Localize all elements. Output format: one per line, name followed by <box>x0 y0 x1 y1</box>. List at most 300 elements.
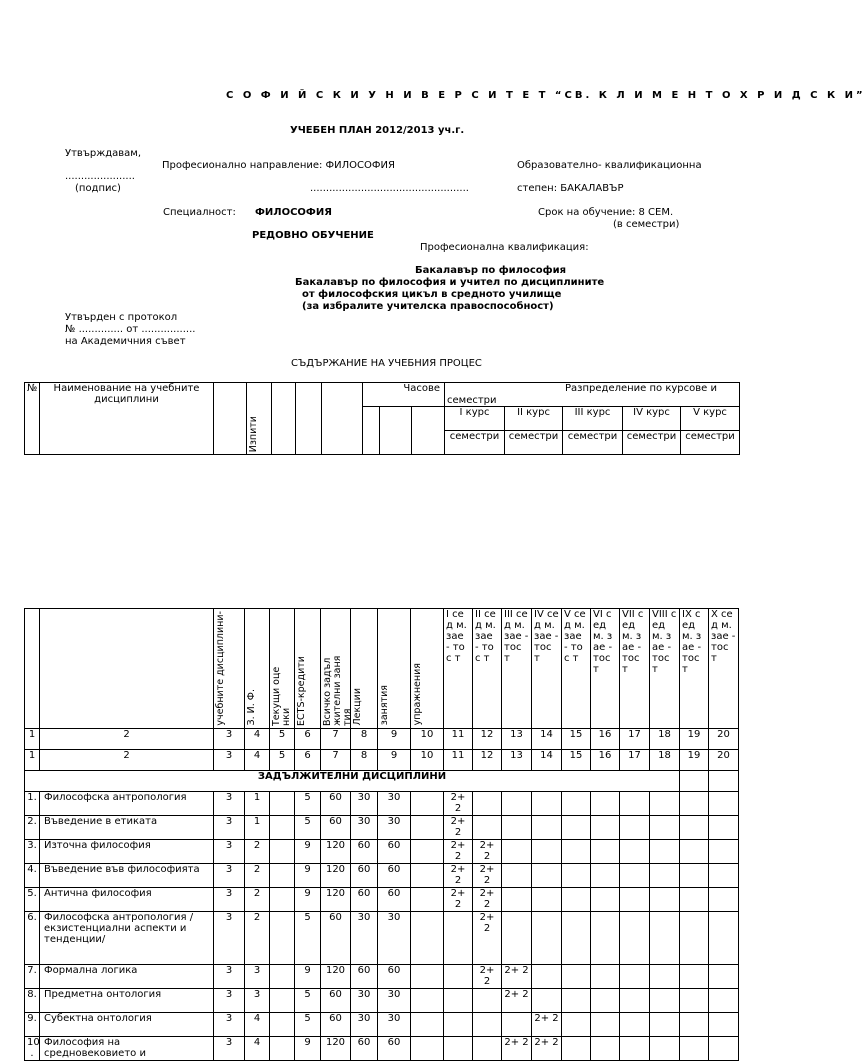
sem-10 <box>709 1012 739 1036</box>
sem-1 <box>444 964 473 988</box>
col-5 <box>270 1012 295 1036</box>
index-row <box>25 749 739 770</box>
col-4: 1 <box>245 791 270 815</box>
sem-4 <box>532 839 562 863</box>
sem-9 <box>680 964 709 988</box>
col-7: 60 <box>321 1012 351 1036</box>
col-10 <box>411 1036 444 1060</box>
table-row <box>25 988 739 1012</box>
sem-5 <box>562 815 591 839</box>
index-cell: 10 <box>411 728 444 749</box>
col-8: 30 <box>351 1012 378 1036</box>
sem-10 <box>709 988 739 1012</box>
sem-2 <box>473 791 502 815</box>
sem-6 <box>591 863 620 887</box>
sem-8 <box>650 839 680 863</box>
index-cell: 3 <box>214 749 245 770</box>
col-9: 60 <box>378 887 411 911</box>
col-4: 2 <box>245 911 270 964</box>
discipline-name: Философска антропология <box>40 791 214 815</box>
col-distribution-line2: семестри <box>447 395 497 406</box>
sem-3 <box>502 887 532 911</box>
col-7: 60 <box>321 988 351 1012</box>
col-5 <box>270 911 295 964</box>
index-cell: 4 <box>245 728 270 749</box>
sem-5 <box>562 911 591 964</box>
col-6: 9 <box>295 839 321 863</box>
degree: степен: БАКАЛАВЪР <box>517 183 624 194</box>
col-7: 120 <box>321 839 351 863</box>
sem-1 <box>444 1036 473 1060</box>
study-duration-note: (в семестри) <box>613 219 680 230</box>
course-1: I курс <box>445 407 505 431</box>
sem-2: 2+ 2 <box>473 887 502 911</box>
sem-3 <box>502 863 532 887</box>
index-cell: 14 <box>532 728 562 749</box>
table-row <box>25 911 739 964</box>
row-number: 8. <box>25 988 40 1012</box>
h-lectures: Лекции <box>352 688 363 726</box>
col-10 <box>411 791 444 815</box>
sem-9 <box>680 1036 709 1060</box>
index-cell: 11 <box>444 749 473 770</box>
h-seminars: занятия <box>379 685 390 726</box>
sem-9 <box>680 1012 709 1036</box>
sem-5 <box>562 964 591 988</box>
sem-7 <box>620 1012 650 1036</box>
col-7: 120 <box>321 863 351 887</box>
discipline-name: Източна философия <box>40 839 214 863</box>
sem-3 <box>502 815 532 839</box>
col-9: 60 <box>378 863 411 887</box>
study-duration: Срок на обучение: 8 СЕМ. <box>538 207 674 218</box>
sem-8 <box>650 791 680 815</box>
h-sem-1: I сед м. зае - тос т <box>444 609 473 729</box>
index-row <box>25 728 739 749</box>
discipline-name: Философия на средновековието и <box>40 1036 214 1060</box>
sem-7 <box>620 863 650 887</box>
index-cell: 19 <box>680 728 709 749</box>
col-5 <box>270 863 295 887</box>
sem-2 <box>473 815 502 839</box>
col-4: 3 <box>245 988 270 1012</box>
sem-1: 2+ 2 <box>444 791 473 815</box>
index-cell: 7 <box>321 749 351 770</box>
sem-8 <box>650 887 680 911</box>
col-8: 30 <box>351 791 378 815</box>
h-current-grades: Текущи оценки <box>271 666 292 726</box>
index-cell: 1 <box>25 749 40 770</box>
sem-3 <box>502 839 532 863</box>
sem-3 <box>502 791 532 815</box>
sem-2 <box>473 988 502 1012</box>
col-4: 1 <box>245 815 270 839</box>
sem-10 <box>709 791 739 815</box>
h-sem-6: VI сед м. зае - тос т <box>591 609 620 729</box>
col-3: 3 <box>214 839 245 863</box>
semester-2: семестри <box>505 431 563 455</box>
table-row <box>25 964 739 988</box>
sem-4 <box>532 988 562 1012</box>
table-row <box>25 1036 739 1060</box>
table-row <box>25 1012 739 1036</box>
approve-dots: ...................... <box>65 171 135 182</box>
col-7: 120 <box>321 887 351 911</box>
semester-4: семестри <box>623 431 681 455</box>
index-cell: 4 <box>245 749 270 770</box>
col-4: 2 <box>245 839 270 863</box>
discipline-name: Субектна онтология <box>40 1012 214 1036</box>
sem-1 <box>444 988 473 1012</box>
col-10 <box>411 863 444 887</box>
sem-6 <box>591 887 620 911</box>
course-3: III курс <box>563 407 623 431</box>
sem-6 <box>591 1012 620 1036</box>
sem-5 <box>562 988 591 1012</box>
col-8: 60 <box>351 964 378 988</box>
col-8: 30 <box>351 815 378 839</box>
h-disciplines: учебните дисциплини- <box>215 611 226 726</box>
protocol-line-2: № .............. от ................. <box>65 324 196 335</box>
row-number: 4. <box>25 863 40 887</box>
h-sem-3: III сед м. зае - тос т <box>502 609 532 729</box>
index-cell: 17 <box>620 728 650 749</box>
index-cell: 20 <box>709 728 739 749</box>
sem-7 <box>620 964 650 988</box>
col-9: 30 <box>378 791 411 815</box>
index-cell: 14 <box>532 749 562 770</box>
sem-6 <box>591 839 620 863</box>
index-cell: 18 <box>650 749 680 770</box>
col-distribution-line1: Разпределение по курсове и <box>565 383 717 394</box>
sem-2: 2+ 2 <box>473 863 502 887</box>
sem-5 <box>562 791 591 815</box>
discipline-name: Въведение в етиката <box>40 815 214 839</box>
col-5 <box>270 887 295 911</box>
sem-9 <box>680 815 709 839</box>
col-4: 4 <box>245 1036 270 1060</box>
col-7: 60 <box>321 815 351 839</box>
sem-8 <box>650 863 680 887</box>
sem-6 <box>591 1036 620 1060</box>
index-cell: 12 <box>473 728 502 749</box>
sem-9 <box>680 791 709 815</box>
h-total-hours: Всичко задължителни занятия <box>322 655 353 726</box>
sem-9 <box>680 839 709 863</box>
row-number: 10 . <box>25 1036 40 1060</box>
table-row <box>25 815 739 839</box>
col-6: 5 <box>295 988 321 1012</box>
col-6: 9 <box>295 887 321 911</box>
index-cell: 15 <box>562 728 591 749</box>
col-10 <box>411 887 444 911</box>
index-cell: 9 <box>378 749 411 770</box>
sem-4 <box>532 964 562 988</box>
protocol-line-1: Утвърден с протокол <box>65 312 178 323</box>
index-cell: 12 <box>473 749 502 770</box>
plan-title: УЧЕБЕН ПЛАН 2012/2013 уч.г. <box>290 125 465 136</box>
index-cell: 10 <box>411 749 444 770</box>
col-3: 3 <box>214 887 245 911</box>
col-10 <box>411 1012 444 1036</box>
curriculum-header-table <box>24 382 740 455</box>
h-sem-4: IV сед м. зае - тос т <box>532 609 562 729</box>
sem-7 <box>620 791 650 815</box>
discipline-name: Антична философия <box>40 887 214 911</box>
index-cell: 6 <box>295 749 321 770</box>
sem-10 <box>709 1036 739 1060</box>
col-5 <box>270 815 295 839</box>
course-4: IV курс <box>623 407 681 431</box>
specialty-label: Специалност: <box>163 207 236 218</box>
row-number: 5. <box>25 887 40 911</box>
col-6: 5 <box>295 911 321 964</box>
index-cell: 20 <box>709 749 739 770</box>
sem-4: 2+ 2 <box>532 1036 562 1060</box>
col-6: 9 <box>295 863 321 887</box>
col-8: 60 <box>351 887 378 911</box>
sem-5 <box>562 887 591 911</box>
sem-6 <box>591 815 620 839</box>
index-cell: 5 <box>270 749 295 770</box>
section-mandatory: ЗАДЪЛЖИТЕЛНИ ДИСЦИПЛИНИ <box>25 770 680 791</box>
sem-5 <box>562 839 591 863</box>
discipline-name: Формална логика <box>40 964 214 988</box>
sem-2: 2+ 2 <box>473 911 502 964</box>
col-exams: Изпити <box>248 415 259 452</box>
index-cell: 16 <box>591 728 620 749</box>
sem-4 <box>532 791 562 815</box>
col-5 <box>270 1036 295 1060</box>
sem-1 <box>444 1012 473 1036</box>
col-4: 4 <box>245 1012 270 1036</box>
col-3: 3 <box>214 1036 245 1060</box>
sem-10 <box>709 964 739 988</box>
col-10 <box>411 988 444 1012</box>
sem-1: 2+ 2 <box>444 815 473 839</box>
sem-2 <box>473 1012 502 1036</box>
content-title: СЪДЪРЖАНИЕ НА УЧЕБНИЯ ПРОЦЕС <box>291 358 482 369</box>
col-5 <box>270 988 295 1012</box>
col-4: 3 <box>245 964 270 988</box>
sem-8 <box>650 988 680 1012</box>
sem-10 <box>709 839 739 863</box>
sem-5 <box>562 1012 591 1036</box>
col-9: 30 <box>378 988 411 1012</box>
col-4: 2 <box>245 887 270 911</box>
index-cell: 15 <box>562 749 591 770</box>
row-number: 2. <box>25 815 40 839</box>
row-number: 3. <box>25 839 40 863</box>
col-3: 3 <box>214 791 245 815</box>
h-sem-7: VII сед м. зае - тос т <box>620 609 650 729</box>
sem-5 <box>562 1036 591 1060</box>
sem-10 <box>709 863 739 887</box>
sem-8 <box>650 911 680 964</box>
study-form: РЕДОВНО ОБУЧЕНИЕ <box>252 230 374 241</box>
sem-2: 2+ 2 <box>473 839 502 863</box>
sem-7 <box>620 911 650 964</box>
sem-3: 2+ 2 <box>502 1036 532 1060</box>
sem-1: 2+ 2 <box>444 839 473 863</box>
col-3: 3 <box>214 911 245 964</box>
sem-6 <box>591 988 620 1012</box>
semester-3: семестри <box>563 431 623 455</box>
row-number: 9. <box>25 1012 40 1036</box>
sem-3 <box>502 1012 532 1036</box>
sem-3: 2+ 2 <box>502 964 532 988</box>
col-hours: Часове <box>363 383 445 407</box>
sem-2: 2+ 2 <box>473 964 502 988</box>
index-cell: 3 <box>214 728 245 749</box>
sem-7 <box>620 887 650 911</box>
sem-7 <box>620 988 650 1012</box>
sem-1: 2+ 2 <box>444 887 473 911</box>
sem-10 <box>709 911 739 964</box>
col-7: 120 <box>321 1036 351 1060</box>
index-cell: 18 <box>650 728 680 749</box>
h-sem-8: VIII сед м. зае - тос т <box>650 609 680 729</box>
table-row <box>25 887 739 911</box>
qualification-3: от философския цикъл в средното училище <box>302 289 562 300</box>
col-9: 60 <box>378 1036 411 1060</box>
university-title: С О Ф И Й С К И У Н И В Е Р С И Т Е Т “СВ. К Л И М Е Н Т О Х Р И Д С К И” <box>226 90 866 101</box>
col-4: 2 <box>245 863 270 887</box>
discipline-name: Въведение във философията <box>40 863 214 887</box>
curriculum-table <box>24 608 739 1061</box>
protocol-line-3: на Академичния съвет <box>65 336 186 347</box>
h-exam-form: З. И. Ф. <box>246 689 257 726</box>
col-3: 3 <box>214 815 245 839</box>
col-10 <box>411 839 444 863</box>
col-6: 5 <box>295 815 321 839</box>
discipline-name: Предметна онтология <box>40 988 214 1012</box>
sem-4 <box>532 911 562 964</box>
dots-line: .................................................. <box>310 183 469 194</box>
specialty-value: ФИЛОСОФИЯ <box>255 207 332 218</box>
index-cell: 16 <box>591 749 620 770</box>
col-7: 60 <box>321 911 351 964</box>
sem-6 <box>591 911 620 964</box>
col-3: 3 <box>214 1012 245 1036</box>
col-7: 60 <box>321 791 351 815</box>
h-exercises: упражнения <box>412 663 423 726</box>
signature-label: (подпис) <box>75 183 121 194</box>
row-number: 7. <box>25 964 40 988</box>
index-cell: 13 <box>502 749 532 770</box>
edu-qualification-label: Образователно- квалификационна <box>517 160 702 171</box>
sem-8 <box>650 1012 680 1036</box>
qualification-1: Бакалавър по философия <box>415 265 566 276</box>
col-9: 30 <box>378 815 411 839</box>
sem-4: 2+ 2 <box>532 1012 562 1036</box>
index-cell: 8 <box>351 749 378 770</box>
sem-9 <box>680 911 709 964</box>
col-5 <box>270 839 295 863</box>
discipline-name: Философска антропология /екзистенциални аспекти и тенденции/ <box>40 911 214 964</box>
sem-8 <box>650 1036 680 1060</box>
index-cell: 2 <box>40 728 214 749</box>
row-number: 6. <box>25 911 40 964</box>
sem-3 <box>502 911 532 964</box>
col-10 <box>411 911 444 964</box>
index-cell: 2 <box>40 749 214 770</box>
sem-8 <box>650 815 680 839</box>
sem-6 <box>591 964 620 988</box>
index-cell: 11 <box>444 728 473 749</box>
sem-2 <box>473 1036 502 1060</box>
sem-7 <box>620 839 650 863</box>
col-6: 5 <box>295 1012 321 1036</box>
col-7: 120 <box>321 964 351 988</box>
index-cell: 17 <box>620 749 650 770</box>
semester-1: семестри <box>445 431 505 455</box>
col-num: № <box>25 383 40 455</box>
course-2: II курс <box>505 407 563 431</box>
index-cell: 6 <box>295 728 321 749</box>
index-cell: 9 <box>378 728 411 749</box>
sem-10 <box>709 887 739 911</box>
col-5 <box>270 791 295 815</box>
sem-3: 2+ 2 <box>502 988 532 1012</box>
index-cell: 13 <box>502 728 532 749</box>
index-cell: 8 <box>351 728 378 749</box>
qualification-2: Бакалавър по философия и учител по дисциплините <box>295 277 605 288</box>
col-9: 30 <box>378 911 411 964</box>
semester-5: семестри <box>681 431 740 455</box>
h-ects: ECTS-кредити <box>296 655 307 726</box>
index-cell: 1 <box>25 728 40 749</box>
col-6: 9 <box>295 964 321 988</box>
h-sem-9: IX сед м. зае - тос т <box>680 609 709 729</box>
sem-9 <box>680 988 709 1012</box>
col-9: 60 <box>378 839 411 863</box>
index-cell: 19 <box>680 749 709 770</box>
col-9: 60 <box>378 964 411 988</box>
approve-label: Утвърждавам, <box>65 148 142 159</box>
sem-7 <box>620 815 650 839</box>
col-10 <box>411 964 444 988</box>
table-row <box>25 791 739 815</box>
sem-9 <box>680 887 709 911</box>
sem-4 <box>532 815 562 839</box>
col-8: 60 <box>351 839 378 863</box>
prof-qualification-label: Професионална квалификация: <box>420 242 589 253</box>
col-10 <box>411 815 444 839</box>
sem-10 <box>709 815 739 839</box>
col-8: 30 <box>351 988 378 1012</box>
index-cell: 5 <box>270 728 295 749</box>
col-3: 3 <box>214 964 245 988</box>
col-8: 30 <box>351 911 378 964</box>
sem-7 <box>620 1036 650 1060</box>
sem-6 <box>591 791 620 815</box>
prof-direction: Професионално направление: ФИЛОСОФИЯ <box>162 160 395 171</box>
course-5: V курс <box>681 407 740 431</box>
sem-5 <box>562 863 591 887</box>
col-3: 3 <box>214 988 245 1012</box>
h-sem-10: X сед м. зае - тос т <box>709 609 739 729</box>
h-sem-2: II сед м. зае - тос т <box>473 609 502 729</box>
qualification-4: (за избралите учителска правоспособност) <box>302 301 554 312</box>
col-3: 3 <box>214 863 245 887</box>
col-name: Наименование на учебните дисциплини <box>40 383 214 455</box>
sem-4 <box>532 887 562 911</box>
col-5 <box>270 964 295 988</box>
sem-1: 2+ 2 <box>444 863 473 887</box>
row-number: 1. <box>25 791 40 815</box>
col-6: 5 <box>295 791 321 815</box>
